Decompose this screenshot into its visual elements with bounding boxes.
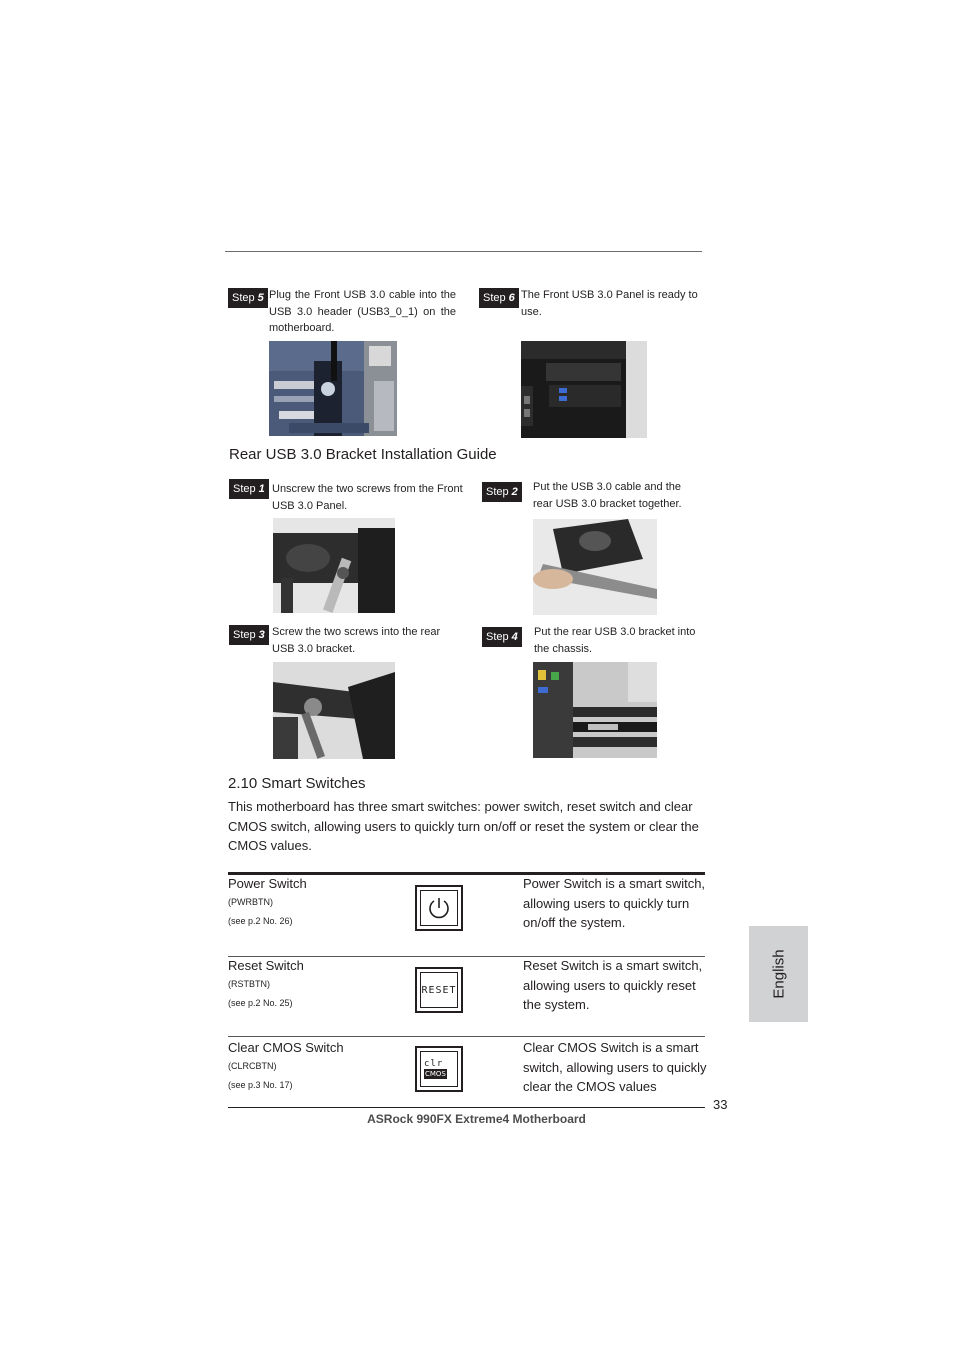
page-number: 33 <box>713 1097 728 1112</box>
power-switch-ref: (see p.2 No. 26) <box>228 916 293 926</box>
front-usb-panel-photo <box>521 341 647 438</box>
chassis-install-photo <box>533 662 657 758</box>
step-5-badge: Step 5 <box>228 288 268 308</box>
smart-switches-intro: This motherboard has three smart switches: power switch, reset switch and clear CMOS switch, allowing users to quickly turn on/off or reset the system or clear the CMOS values. <box>228 799 699 853</box>
clear-cmos-switch-name: Clear CMOS Switch <box>228 1040 344 1055</box>
side-tab-label: English <box>770 949 787 999</box>
step-3-badge: Step 3 <box>229 625 269 645</box>
unscrew-panel-photo <box>273 518 395 613</box>
footer-text: ASRock 990FX Extreme4 Motherboard <box>367 1112 586 1126</box>
bracket-assembly-photo <box>533 519 657 615</box>
screw-bracket-photo <box>273 662 395 759</box>
reset-switch-ref: (see p.2 No. 25) <box>228 998 293 1008</box>
power-switch-desc: Power Switch is a smart switch, allowing users to quickly turn on/off the system. <box>523 876 706 930</box>
reset-switch-name: Reset Switch <box>228 958 304 973</box>
step-2-badge: Step 2 <box>482 482 522 502</box>
row-divider <box>228 1036 705 1037</box>
step-1-badge: Step 1 <box>229 479 269 499</box>
step-1-text: Unscrew the two screws from the Front USB 3.0 Panel. <box>272 483 463 512</box>
power-icon <box>415 885 463 931</box>
step-4-badge: Step 4 <box>482 627 522 647</box>
clear-cmos-icon <box>415 1046 463 1092</box>
step-3-text: Screw the two screws into the rear USB 3.0 bracket. <box>272 626 441 655</box>
step-6-badge: Step 6 <box>479 288 519 308</box>
language-side-tab <box>749 926 808 1022</box>
rear-guide-title: Rear USB 3.0 Bracket Installation Guide <box>229 446 497 463</box>
step-4-text: Put the rear USB 3.0 bracket into the chassis. <box>534 626 696 655</box>
step-2-text: Put the USB 3.0 cable and the rear USB 3.0 bracket together. <box>533 481 682 510</box>
power-switch-name: Power Switch <box>228 876 307 891</box>
clear-cmos-switch-ref: (see p.3 No. 17) <box>228 1080 293 1090</box>
reset-icon <box>415 967 463 1013</box>
clear-cmos-switch-code: (CLRCBTN) <box>228 1061 277 1071</box>
smart-switches-title: 2.10 Smart Switches <box>228 775 366 792</box>
motherboard-header-photo <box>269 341 397 436</box>
reset-switch-desc: Reset Switch is a smart switch, allowing users to quickly reset the system. <box>523 958 703 1012</box>
reset-icon-label: RESET <box>421 984 457 996</box>
clr-label: clr <box>424 1059 444 1069</box>
step-6-text: The Front USB 3.0 Panel is ready to use. <box>521 289 698 318</box>
reset-switch-code: (RSTBTN) <box>228 979 270 989</box>
step-5-text: Plug the Front USB 3.0 cable into the USB 3.0 header (USB3_0_1) on the motherboard. <box>269 289 456 334</box>
cmos-label: CMOS <box>425 1070 446 1078</box>
header-rule <box>225 251 702 252</box>
footer-rule <box>228 1107 705 1108</box>
clear-cmos-switch-desc: Clear CMOS Switch is a smart switch, allowing users to quickly clear the CMOS values <box>523 1040 707 1094</box>
power-switch-code: (PWRBTN) <box>228 897 273 907</box>
